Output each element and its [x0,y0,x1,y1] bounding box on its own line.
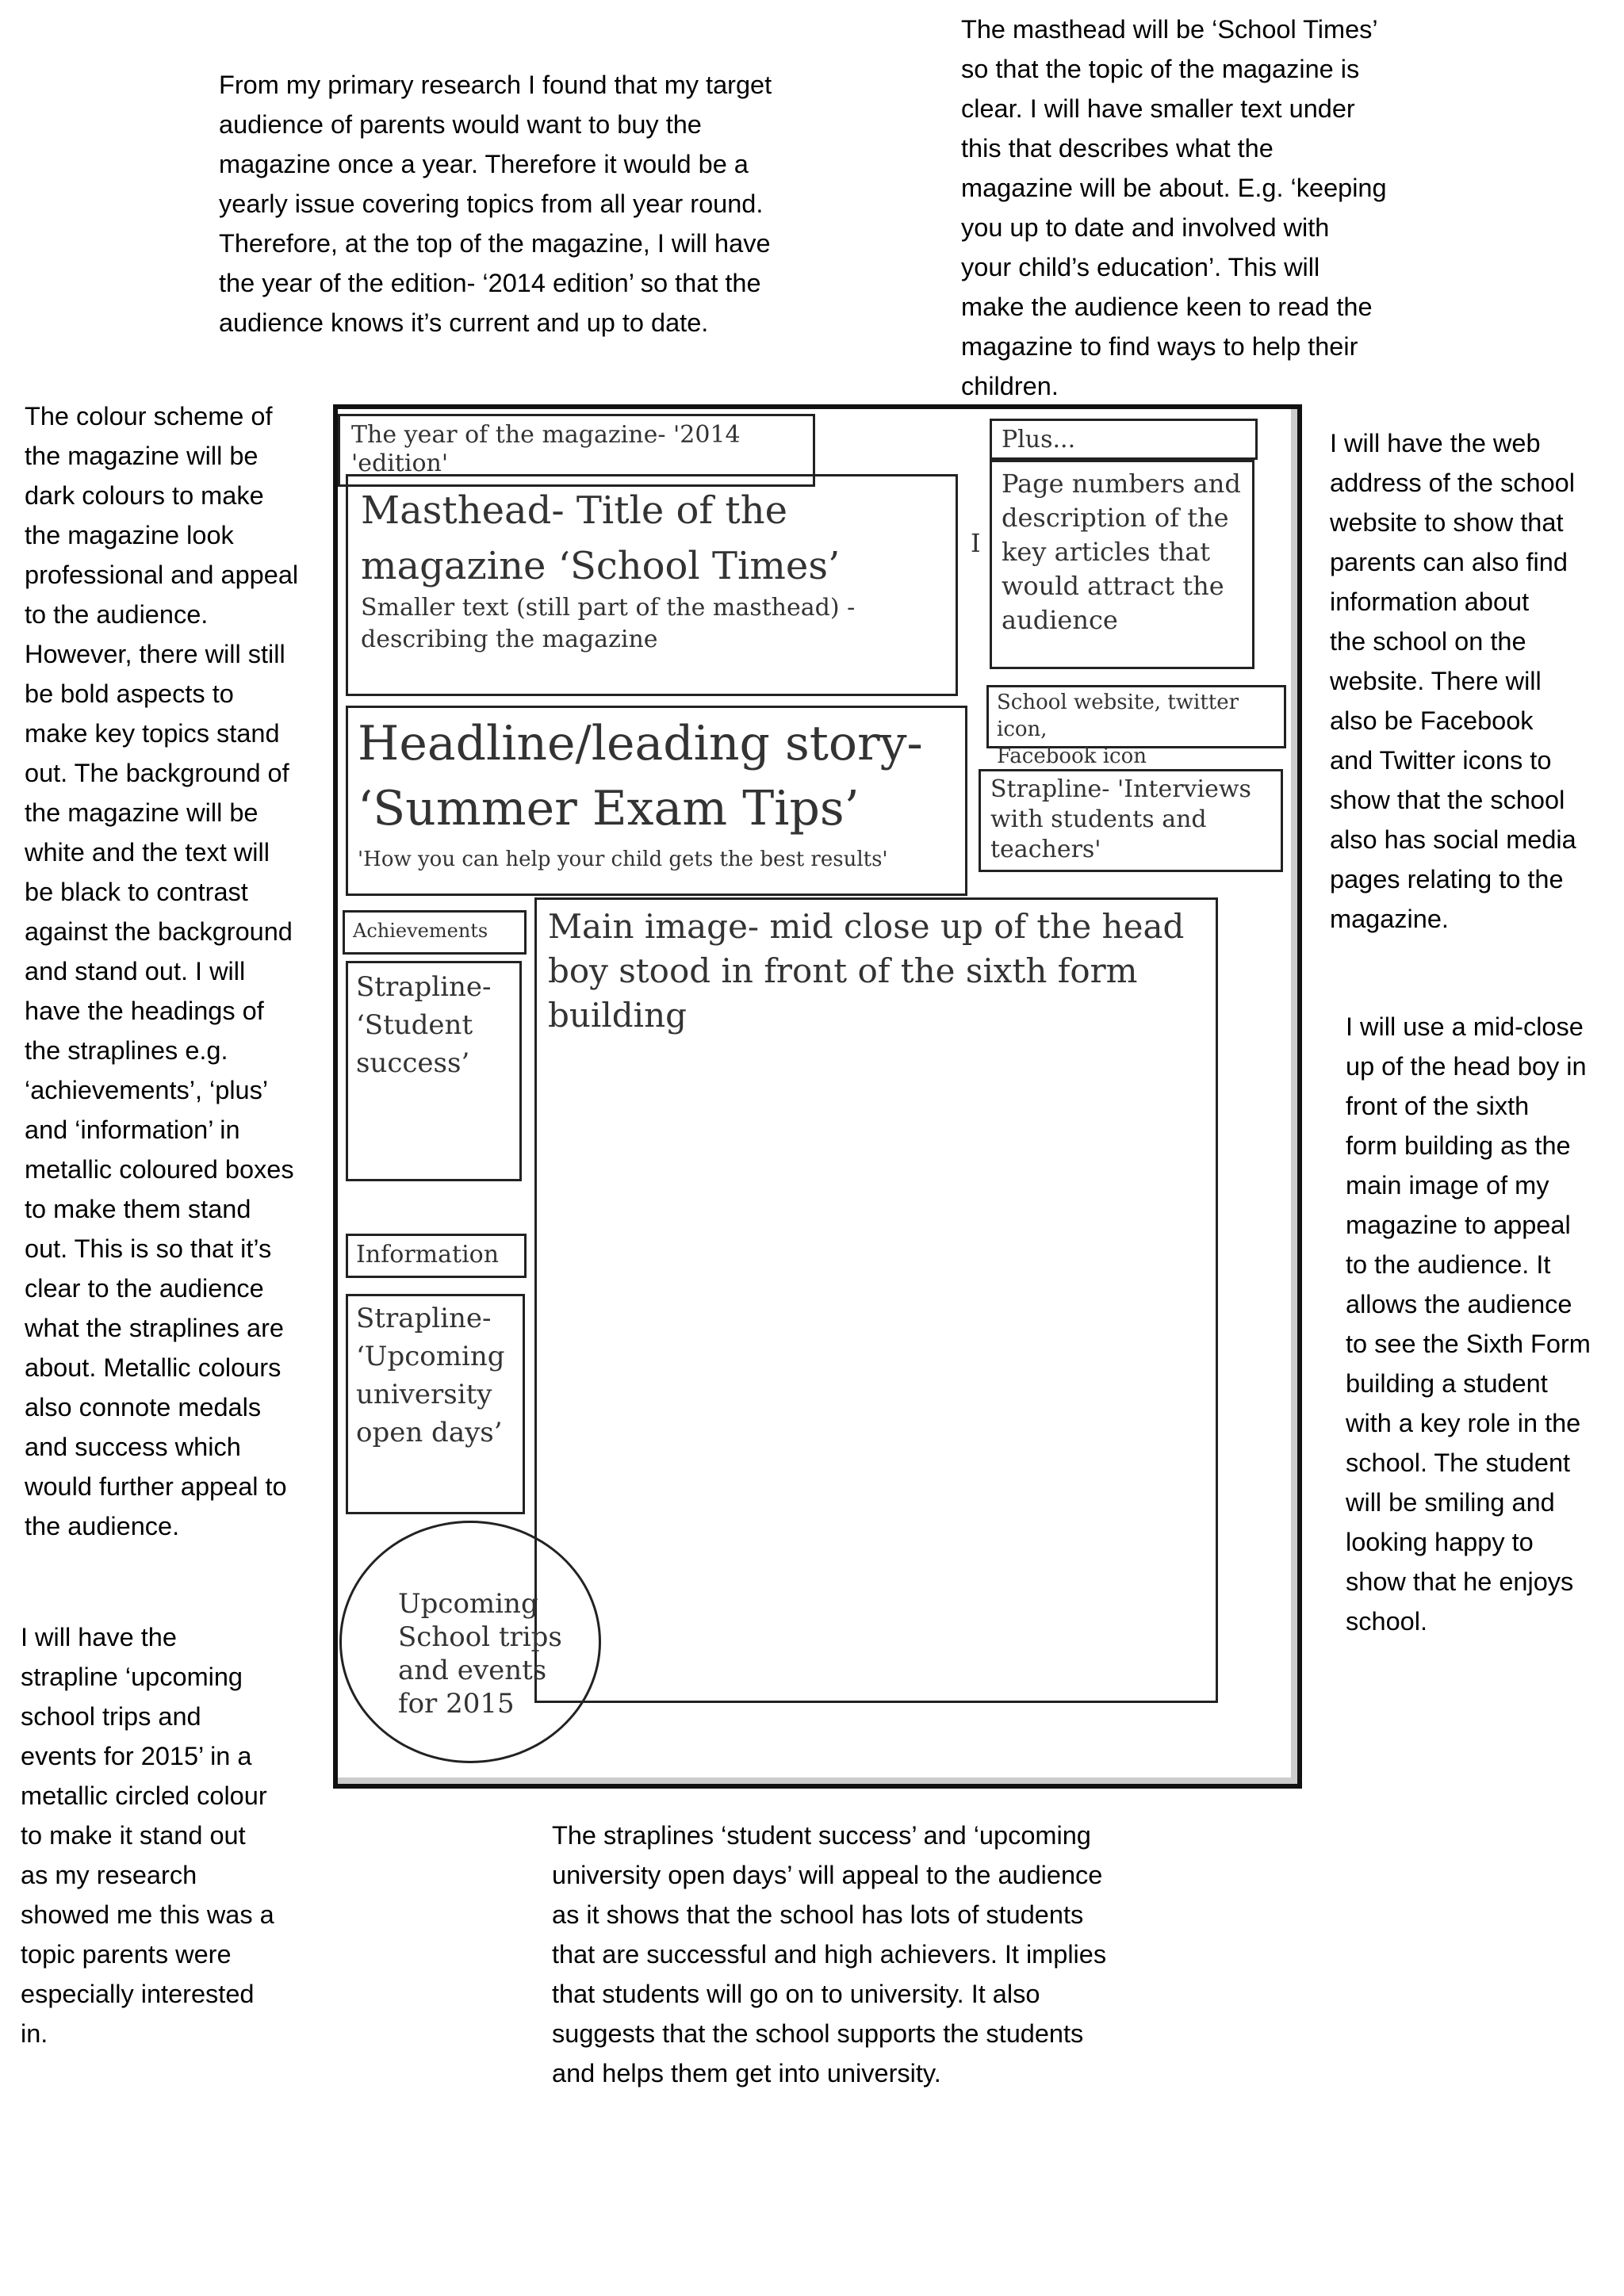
strapline-university-text: Strapline- ‘Upcoming university open days’ [356,1303,505,1448]
note-research: From my primary research I found that my target audience of parents would want to buy the magazine once a year. Therefore it would be a yearly issue covering topics from all year round. Therefore, at the top of the magazine, I will have the year of the edition- ‘2014 edition’ so that the audience knows it’s current and up to date. [219,71,772,337]
note-straplines: The straplines ‘student success’ and ‘upcoming university open days’ will appeal to the audience as it shows that the school has lots of students that are successful and high achievers. It implies that students will go on to university. It also suggests that the school supports the students and helps them get into university. [552,1821,1107,2087]
page-numbers-text: Page numbers and description of the key articles that would attract the audience [1002,469,1241,635]
strapline-interviews-text: Strapline- 'Interviews with students and teachers' [990,775,1251,863]
strapline-interviews-box [979,769,1283,872]
information-box [346,1234,527,1278]
headline-box [346,706,967,896]
website-text: School website, twitter icon, Facebook icon [997,691,1239,768]
strapline-success-box [346,961,522,1181]
page-numbers-box [990,460,1254,669]
trips-circle-text: Upcoming School trips and events for 2015 [398,1588,562,1720]
main-image-box [534,897,1218,1703]
note-web-address: I will have the web address of the school website to show that parents can also find information about the school on the website. There will also be Facebook and Twitter icons to show that the school also has social media pages relating to the magazine. [1330,429,1576,933]
information-label: Information [356,1241,500,1269]
plus-label: Plus... [1002,426,1076,453]
masthead-subtext: Smaller text (still part of the masthead) - describing the magazine [361,594,856,653]
note-masthead: The masthead will be ‘School Times’ so that the topic of the magazine is clear. I will have smaller text under this that describes what the magazine will be about. E.g. ‘keeping you up to date and involved with your child’s education’. This will make the audience keen to read the magazine to find ways to help their children. [961,15,1387,400]
masthead-box [346,474,958,696]
achievements-box [343,910,527,955]
note-trips: I will have the strapline ‘upcoming school trips and events for 2015’ in a metallic circled colour to make it stand out as my research showed me this was a topic parents were especially interested in. [21,1623,274,2048]
cursor-mark: I [971,528,981,558]
website-box [986,685,1286,768]
achievements-label: Achievements [353,920,488,942]
plus-box [990,419,1258,460]
note-colour-scheme: The colour scheme of the magazine will be dark colours to make the magazine look professional and appeal to the audience. However, there will still be bold aspects to make key topics stand out. The background of the magazine will be white and the text will be black to contrast against the background and stand out. I will have the headings of the straplines e.g. ‘achievements’, ‘plus’ and ‘information’ in metallic coloured boxes to make them stand out. This is so that it’s clear to the audience what the straplines are about. Metallic colours also connote medals and success which would further appeal to the audience. [25,402,299,1540]
headline-text: Headline/leading story- ‘Summer Exam Tips’ [358,716,923,836]
main-image-text: Main image- mid close up of the head boy stood in front of the sixth form building [548,907,1185,1035]
year-edition-text: The year of the magazine- '2014 'edition' [351,421,741,477]
headline-subtext: 'How you can help your child gets the best results' [358,848,888,871]
strapline-success-text: Strapline- ‘Student success’ [356,971,492,1079]
masthead-title: Masthead- Title of the magazine ‘School Times’ [361,488,841,588]
note-main-image: I will use a mid-close up of the head boy in front of the sixth form building as the main image of my magazine to appeal to the audience. It allows the audience to see the Sixth Form building a student with a key role in the school. The student will be smiling and looking happy to show that he enjoys school. [1346,1012,1591,1636]
strapline-university-box [346,1294,525,1514]
